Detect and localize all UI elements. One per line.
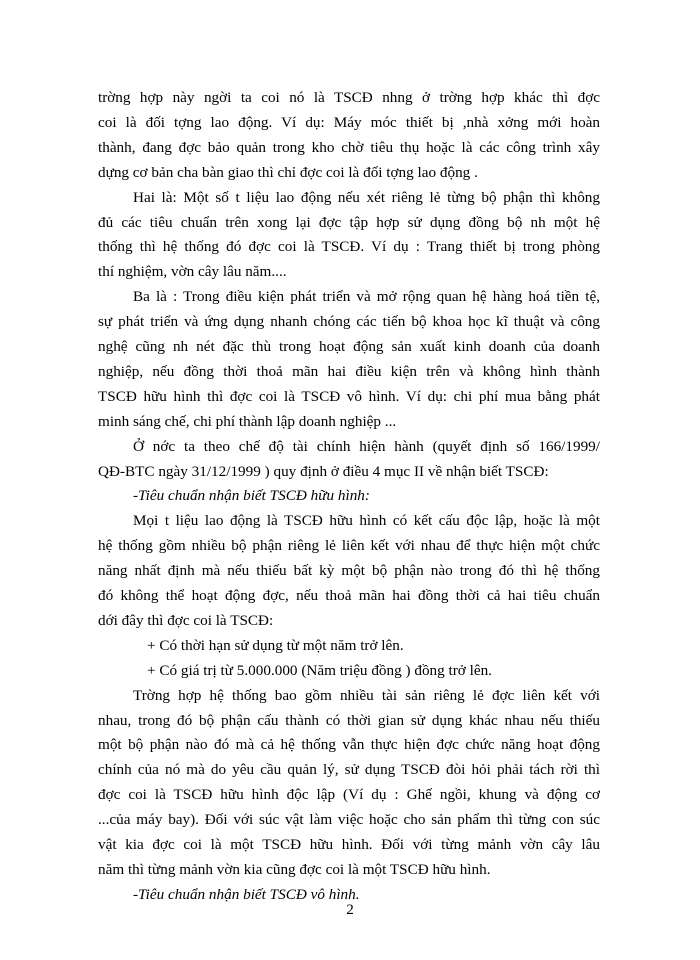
text-line: chính của nó mà do yêu cầu quản lý, sử dụng TSCĐ đòi hỏi phải tách rời thì xyxy=(98,761,600,779)
text-line: năm thì từng mảnh vờn kia cũng đợc coi là một TSCĐ hữu hình. xyxy=(98,860,491,878)
section-heading: -Tiêu chuẩn nhận biết TSCĐ vô hình. xyxy=(133,885,360,903)
text-line: minh sáng chế, chi phí thành lập doanh nghiệp ... xyxy=(98,412,397,430)
list-item: + Có thời hạn sử dụng từ một năm trở lên. xyxy=(147,636,404,654)
text-line: dới đây thì đợc coi là TSCĐ: xyxy=(98,611,274,629)
text-line: trờng hợp này ngời ta coi nó là TSCĐ nhng ở trờng hợp khác thì đợc xyxy=(98,89,600,106)
section-heading: -Tiêu chuẩn nhận biết TSCĐ hữu hình: xyxy=(133,487,370,505)
text-line: TSCĐ hữu hình thì đợc coi là TSCĐ vô hình. Ví dụ: chi phí mua bằng phát xyxy=(98,387,600,405)
text-line: nghiệp, nếu đồng thời thoả mãn hai điều kiện trên và không hình thành xyxy=(98,362,600,380)
text-line: thống thì hệ thống đó đợc coi là TSCĐ. Ví dụ : Trang thiết bị trong phòng xyxy=(98,238,600,256)
text-line: nhau, trong đó bộ phận cấu thành có thời gian sử dụng khác nhau nếu thiếu xyxy=(98,711,600,729)
text-line: Ba là : Trong điều kiện phát triển và mở rộng quan hệ hàng hoá tiền tệ, xyxy=(133,288,600,306)
text-line: QĐ-BTC ngày 31/12/1999 ) quy định ở điều 4 mục II về nhận biết TSCĐ: xyxy=(98,462,549,480)
text-line: thành, đang đợc bảo quản trong kho chờ tiêu thụ hoặc là các công trình xây xyxy=(98,138,600,156)
text-line: đó không thể hoạt động đợc, nếu thoả mãn hai đồng thời cả hai tiêu chuẩn xyxy=(98,587,600,604)
text-line: Ở nớc ta theo chế độ tài chính hiện hành (quyết định số 166/1999/ xyxy=(133,437,600,455)
text-line: Hai là: Một số t liệu lao động nếu xét riêng lẻ từng bộ phận thì không xyxy=(133,188,600,206)
page-number: 2 xyxy=(346,901,354,918)
text-line: vật kia đợc coi là một TSCĐ hữu hình. Đối với từng mảnh vờn cây lâu xyxy=(98,836,600,853)
text-line: ...của máy bay). Đối với súc vật làm việc hoặc cho sản phẩm thì từng con súc xyxy=(98,811,600,829)
text-line: sự phát triển và ứng dụng nhanh chóng các tiến bộ khoa học kĩ thuật và công xyxy=(98,313,600,331)
text-line: coi là đối tợng lao động. Ví dụ: Máy móc thiết bị ,nhà xởng mới hoàn xyxy=(98,113,600,131)
text-line: năng nhất định mà nếu thiếu bất kỳ một bộ phận nào trong đó thì hệ thống xyxy=(98,562,600,580)
text-line: đợc coi là TSCĐ hữu hình độc lập (Ví dụ : Ghế ngồi, khung và động cơ xyxy=(98,786,600,804)
text-line: dựng cơ bản cha bàn giao thì chỉ đợc coi là đối tợng lao động . xyxy=(98,163,478,181)
text-line: thí nghiệm, vờn cây lâu năm.... xyxy=(98,263,287,281)
text-line: đủ các tiêu chuẩn trên xong lại đợc tập hợp sử dụng đồng bộ nh một hệ xyxy=(98,213,600,231)
text-line: Trờng hợp hệ thống bao gồm nhiều tài sản riêng lẻ đợc liên kết với xyxy=(133,686,600,704)
text-line: một bộ phận nào đó mà cả hệ thống vẫn thực hiện đợc chức năng hoạt động xyxy=(98,736,600,754)
text-line: Mọi t liệu lao động là TSCĐ hữu hình có kết cấu độc lập, hoặc là một xyxy=(133,512,600,530)
text-line: hệ thống gồm nhiều bộ phận riêng lẻ liên kết với nhau để thực hiện một chức xyxy=(98,537,600,555)
text-line: nghệ cũng nh nét đặc thù trong hoạt động sản xuất kinh doanh của doanh xyxy=(98,338,600,355)
list-item: + Có giá trị từ 5.000.000 (Năm triệu đồng ) đồng trở lên. xyxy=(147,661,492,679)
